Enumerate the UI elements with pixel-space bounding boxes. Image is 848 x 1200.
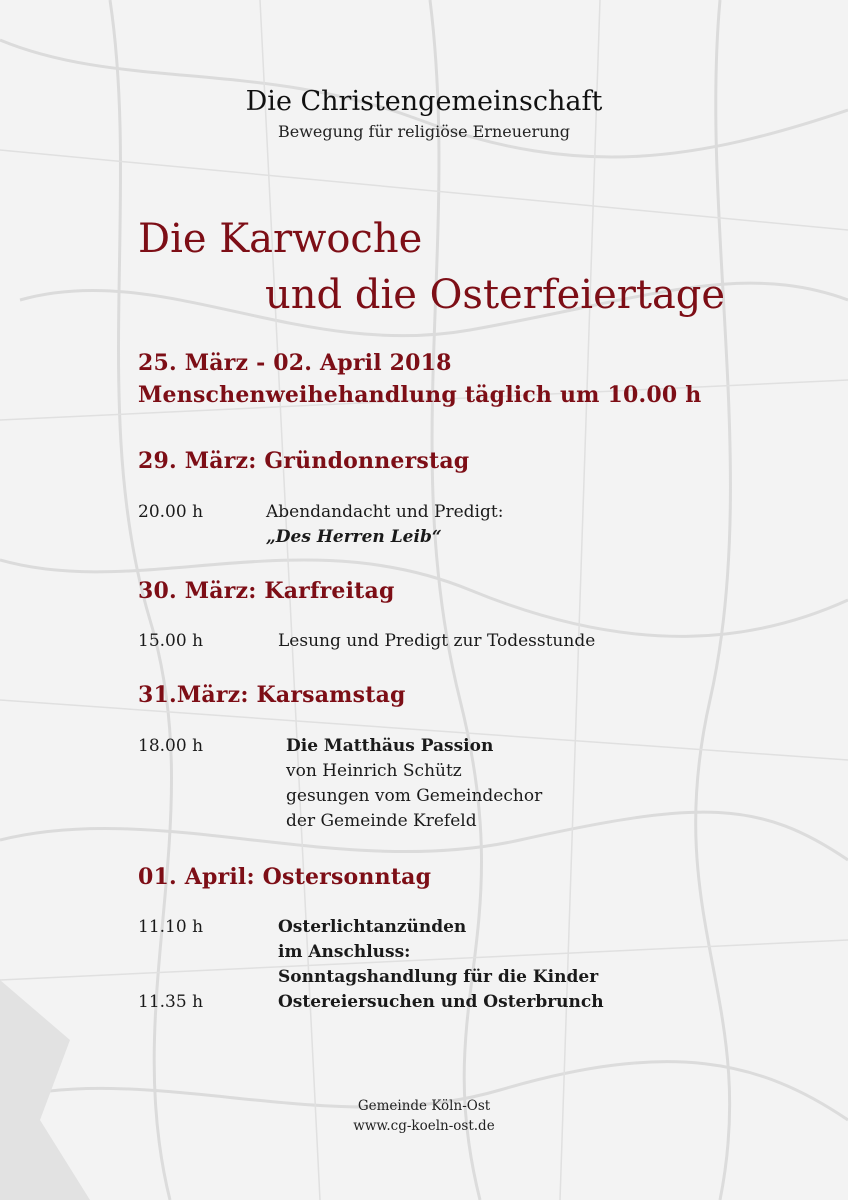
event-title: Sonntagshandlung für die Kinder <box>278 967 599 987</box>
event-title: Osterlichtanzünden <box>278 917 467 937</box>
day-heading-ostersonntag: 01. April: Ostersonntag <box>138 864 432 890</box>
event-description: gesungen vom Gemeindechor <box>286 786 543 806</box>
title-line-2: und die Osterfeiertage <box>265 272 726 318</box>
event-description: der Gemeinde Krefeld <box>286 811 477 831</box>
event-time: 15.00 h <box>138 631 204 651</box>
intro-daily-service: Menschenweihehandlung täglich um 10.00 h <box>138 382 702 408</box>
event-title: Ostereiersuchen und Osterbrunch <box>278 992 604 1012</box>
footer-website: www.cg-koeln-ost.de <box>353 1118 495 1134</box>
event-title: im Anschluss: <box>278 942 411 962</box>
footer-community: Gemeinde Köln-Ost <box>357 1098 491 1114</box>
event-description: von Heinrich Schütz <box>286 761 462 781</box>
day-heading-gruendonnerstag: 29. März: Gründonnerstag <box>138 448 470 474</box>
day-heading-karfreitag: 30. März: Karfreitag <box>138 578 395 604</box>
title-line-1: Die Karwoche <box>138 216 423 262</box>
sermon-title: „Des Herren Leib“ <box>266 527 442 547</box>
event-time: 18.00 h <box>138 736 204 756</box>
day-heading-karsamstag: 31.März: Karsamstag <box>138 682 406 708</box>
intro-dates: 25. März - 02. April 2018 <box>138 350 452 376</box>
event-time: 20.00 h <box>138 502 204 522</box>
organization-subtitle: Bewegung für religiöse Erneuerung <box>277 122 570 141</box>
event-description: Abendandacht und Predigt: <box>266 502 504 522</box>
event-description: Lesung und Predigt zur Todesstunde <box>278 631 596 651</box>
event-time: 11.35 h <box>138 992 204 1012</box>
event-time: 11.10 h <box>138 917 204 937</box>
organization-name: Die Christengemeinschaft <box>245 86 603 117</box>
event-title: Die Matthäus Passion <box>286 736 494 756</box>
